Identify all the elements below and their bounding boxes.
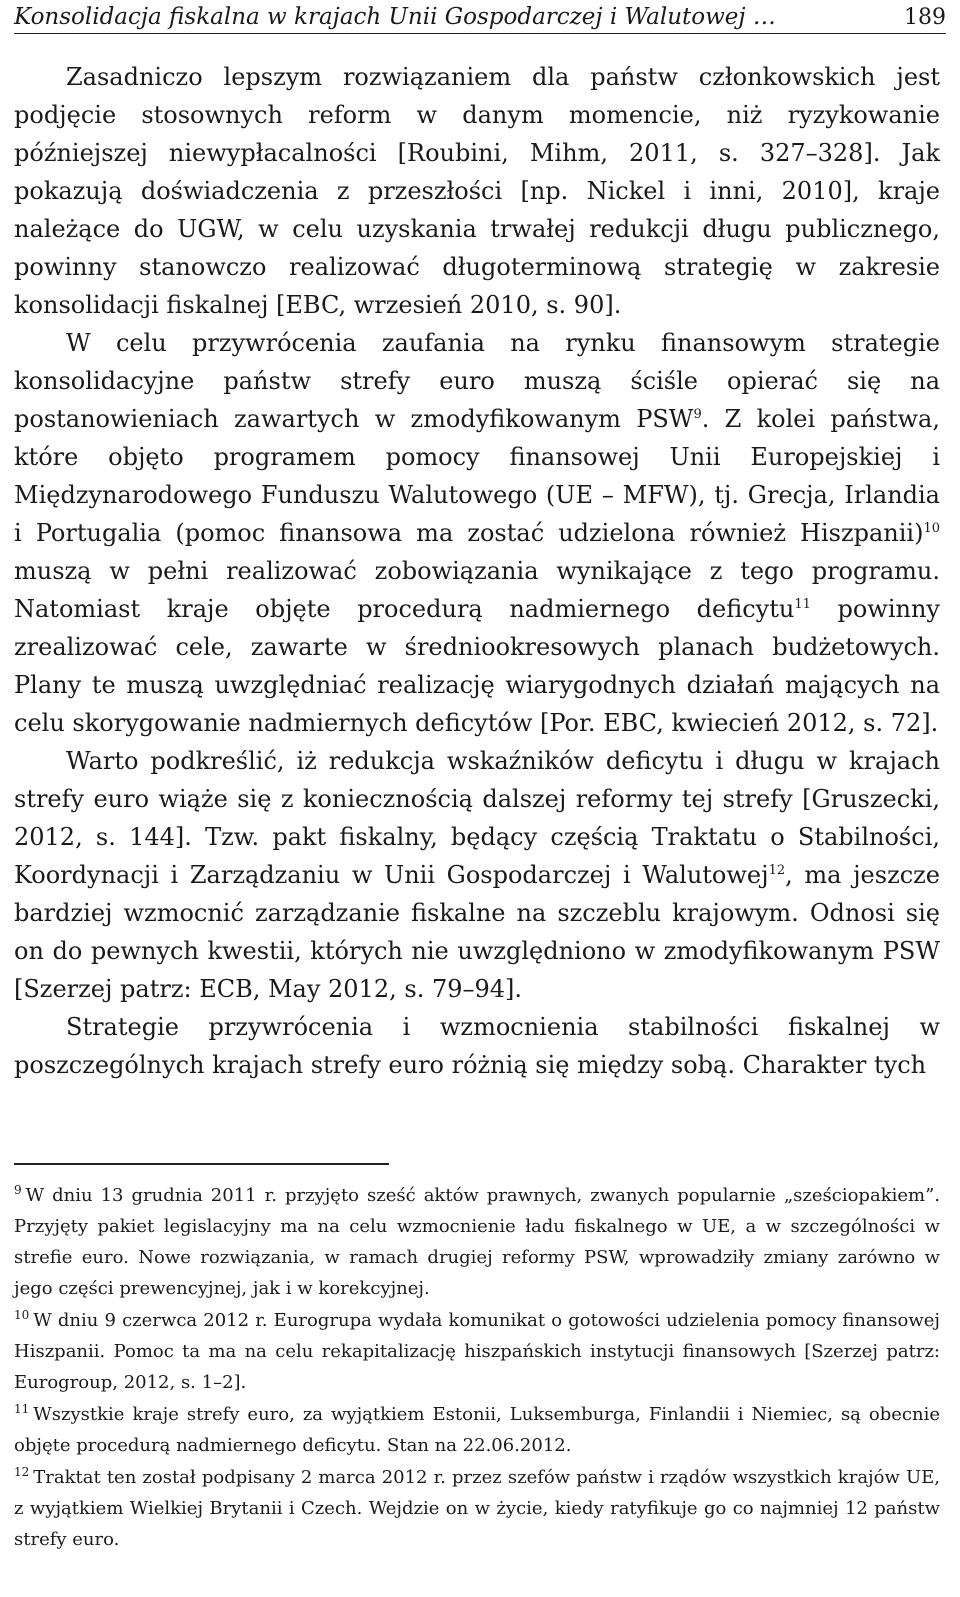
footnotes — [14, 1180, 940, 1556]
paragraph — [14, 1008, 940, 1084]
running-header — [14, 0, 946, 34]
footnote-text: Wszystkie kraje strefy euro, za wyjątkiem Estonii, Luksemburga, Finlandii i Niemiec, są obecnie objęte procedurą nadmiernego deficytu. Stan na 22.06.2012. — [14, 1404, 940, 1456]
paragraph — [14, 324, 940, 742]
footnote-number: 10 — [14, 1308, 30, 1322]
paragraph — [14, 58, 940, 324]
footnote-number: 9 — [14, 1183, 22, 1197]
paragraph-text: Strategie przywrócenia i wzmocnienia stabilności fiskalnej w poszczególnych krajach strefy euro różnią się między sobą. Charakter tych — [14, 1013, 940, 1079]
paragraph-text: muszą w pełni realizować zobowiązania wynikające z tego programu. Natomiast kraje objęte procedurą nadmiernego deficytu — [14, 557, 940, 623]
paragraph-text: powinny zrealizować cele, zawarte w średniookresowych planach budżetowych. Plany te muszą uwzględniać realizację wiarygodnych działań mających na celu skorygowanie nadmiernych deficytów [Por. EBC, kwiecień 2012, s. 72]. — [14, 595, 940, 737]
footnote — [14, 1180, 940, 1304]
footnote-separator — [14, 1163, 389, 1165]
paragraph — [14, 742, 940, 1008]
running-header-title: Konsolidacja fiskalna w krajach Unii Gospodarczej i Walutowej … — [14, 4, 776, 30]
footnote-number: 11 — [14, 1402, 30, 1416]
footnote-ref[interactable]: 9 — [693, 407, 702, 422]
paragraph-text: . Z kolei państwa, które objęto programem pomocy finansowej Unii Europejskiej i Międzynarodowego Funduszu Walutowego (UE – MFW), tj. Grecja, Irlandia i Portugalia (pomoc finansowa ma zostać udzielona również Hiszpanii) — [14, 405, 940, 547]
footnote-text: W dniu 13 grudnia 2011 r. przyjęto sześć aktów prawnych, zwanych popularnie „sześciopakiem”. Przyjęty pakiet legislacyjny ma na celu wzmocnienie ładu fiskalnego w UE, a w szczególności w strefie euro. Nowe rozwiązania, w ramach drugiej reformy PSW, wprowadziły zmiany zarówno w jego części prewencyjnej, jak i w korekcyjnej. — [14, 1185, 940, 1299]
footnote-text: W dniu 9 czerwca 2012 r. Eurogrupa wydała komunikat o gotowości udzielenia pomocy finansowej Hiszpanii. Pomoc ta ma na celu rekapitalizację hiszpańskich instytucji finansowych [Szerzej patrz: Eurogroup, 2012, s. 1–2]. — [14, 1310, 940, 1393]
footnote-text: Traktat ten został podpisany 2 marca 2012 r. przez szefów państw i rządów wszystkich krajów UE, z wyjątkiem Wielkiej Brytanii i Czech. Wejdzie on w życie, kiedy ratyfikuje go co najmniej 12 państw strefy euro. — [14, 1467, 940, 1550]
footnote-number: 12 — [14, 1465, 30, 1479]
footnote-ref[interactable]: 10 — [923, 521, 940, 536]
footnote-ref[interactable]: 12 — [768, 863, 786, 878]
page-number: 189 — [904, 5, 946, 30]
paragraph-text: W celu przywrócenia zaufania na rynku finansowym strategie konsolidacyjne państw strefy euro muszą ściśle opierać się na postanowieniach zawartych w zmodyfikowanym PSW — [14, 329, 940, 433]
body-text — [14, 58, 940, 1084]
paragraph-text: Zasadniczo lepszym rozwiązaniem dla państw członkowskich jest podjęcie stosownych reform w danym momencie, niż ryzykowanie późniejszej niewypłacalności [Roubini, Mihm, 2011, s. 327–328]. Jak pokazują doświadczenia z przeszłości [np. Nickel i inni, 2010], kraje należące do UGW, w celu uzyskania trwałej redukcji długu publicznego, powinny stanowczo realizować długoterminową strategię w zakresie konsolidacji fiskalnej [EBC, wrzesień 2010, s. 90]. — [14, 63, 940, 319]
footnote-ref[interactable]: 11 — [794, 597, 811, 612]
paragraph-text: , ma jeszcze bardziej wzmocnić zarządzanie fiskalne na szczeblu krajowym. Odnosi się on do pewnych kwestii, których nie uwzględniono w zmodyfikowanym PSW [Szerzej patrz: ECB, May 2012, s. 79–94]. — [14, 861, 940, 1003]
footnote — [14, 1399, 940, 1461]
paragraph-text: Warto podkreślić, iż redukcja wskaźników deficytu i długu w krajach strefy euro wiąże się z koniecznością dalszej reformy tej strefy [Gruszecki, 2012, s. 144]. Tzw. pakt fiskalny, będący częścią Traktatu o Stabilności, Koordynacji i Zarządzaniu w Unii Gospodarczej i Walutowej — [14, 747, 940, 889]
footnote — [14, 1462, 940, 1555]
footnote — [14, 1305, 940, 1398]
